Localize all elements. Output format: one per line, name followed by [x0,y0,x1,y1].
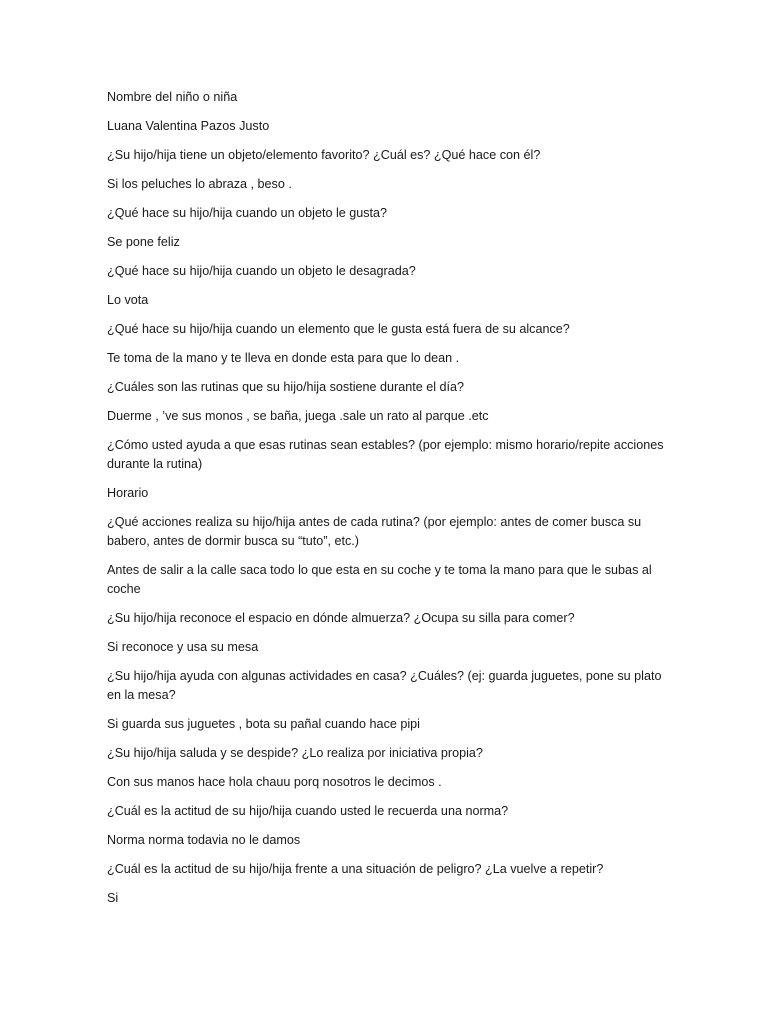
answer-daily-routines: Duerme , ’ve sus monos , se baña, juega .sale un rato al parque .etc [107,409,489,423]
answer-child-name: Luana Valentina Pazos Justo [107,119,270,133]
answer-danger-attitude: Si [107,891,119,905]
question-danger-attitude: ¿Cuál es la actitud de su hijo/hija frente a una situación de peligro? ¿La vuelve a repetir? [107,862,604,876]
question-lunch-space: ¿Su hijo/hija reconoce el espacio en dónde almuerza? ¿Ocupa su silla para comer? [107,611,575,625]
question-norm-attitude: ¿Cuál es la actitud de su hijo/hija cuando usted le recuerda una norma? [107,804,509,818]
question-out-of-reach: ¿Qué hace su hijo/hija cuando un elemento que le gusta está fuera de su alcance? [107,322,570,336]
answer-favorite-object: Si los peluches lo abraza , beso . [107,177,292,191]
question-home-activities: ¿Su hijo/hija ayuda con algunas actividades en casa? ¿Cuáles? (ej: guarda juguetes, pone su plato en la mesa? [107,669,662,702]
answer-home-activities: Si guarda sus juguetes , bota su pañal cuando hace pipi [107,717,420,731]
question-object-dislikes: ¿Qué hace su hijo/hija cuando un objeto le desagrada? [107,264,416,278]
answer-object-likes: Se pone feliz [107,235,180,249]
answer-greetings: Con sus manos hace hola chauu porq nosotros le decimos . [107,775,442,789]
answer-out-of-reach: Te toma de la mano y te lleva en donde esta para que lo dean . [107,351,460,365]
question-routine-stability: ¿Cómo usted ayuda a que esas rutinas sean estables? (por ejemplo: mismo horario/repite acciones durante la rutina) [107,438,664,471]
question-pre-routine-actions: ¿Qué acciones realiza su hijo/hija antes de cada rutina? (por ejemplo: antes de comer busca su babero, antes de dormir busca su “tuto”, etc.) [107,515,642,548]
question-object-likes: ¿Qué hace su hijo/hija cuando un objeto le gusta? [107,206,388,220]
question-greetings: ¿Su hijo/hija saluda y se despide? ¿Lo realiza por iniciativa propia? [107,746,483,760]
answer-norm-attitude: Norma norma todavia no le damos [107,833,301,847]
answer-object-dislikes: Lo vota [107,293,149,307]
question-daily-routines: ¿Cuáles son las rutinas que su hijo/hija sostiene durante el día? [107,380,465,394]
answer-lunch-space: Si reconoce y usa su mesa [107,640,259,654]
answer-pre-routine-actions: Antes de salir a la calle saca todo lo que esta en su coche y te toma la mano para que le subas al coche [107,563,652,596]
answer-routine-stability: Horario [107,486,149,500]
document-body [107,88,667,918]
label-child-name: Nombre del niño o niña [107,90,238,104]
question-favorite-object: ¿Su hijo/hija tiene un objeto/elemento favorito? ¿Cuál es? ¿Qué hace con él? [107,148,541,162]
